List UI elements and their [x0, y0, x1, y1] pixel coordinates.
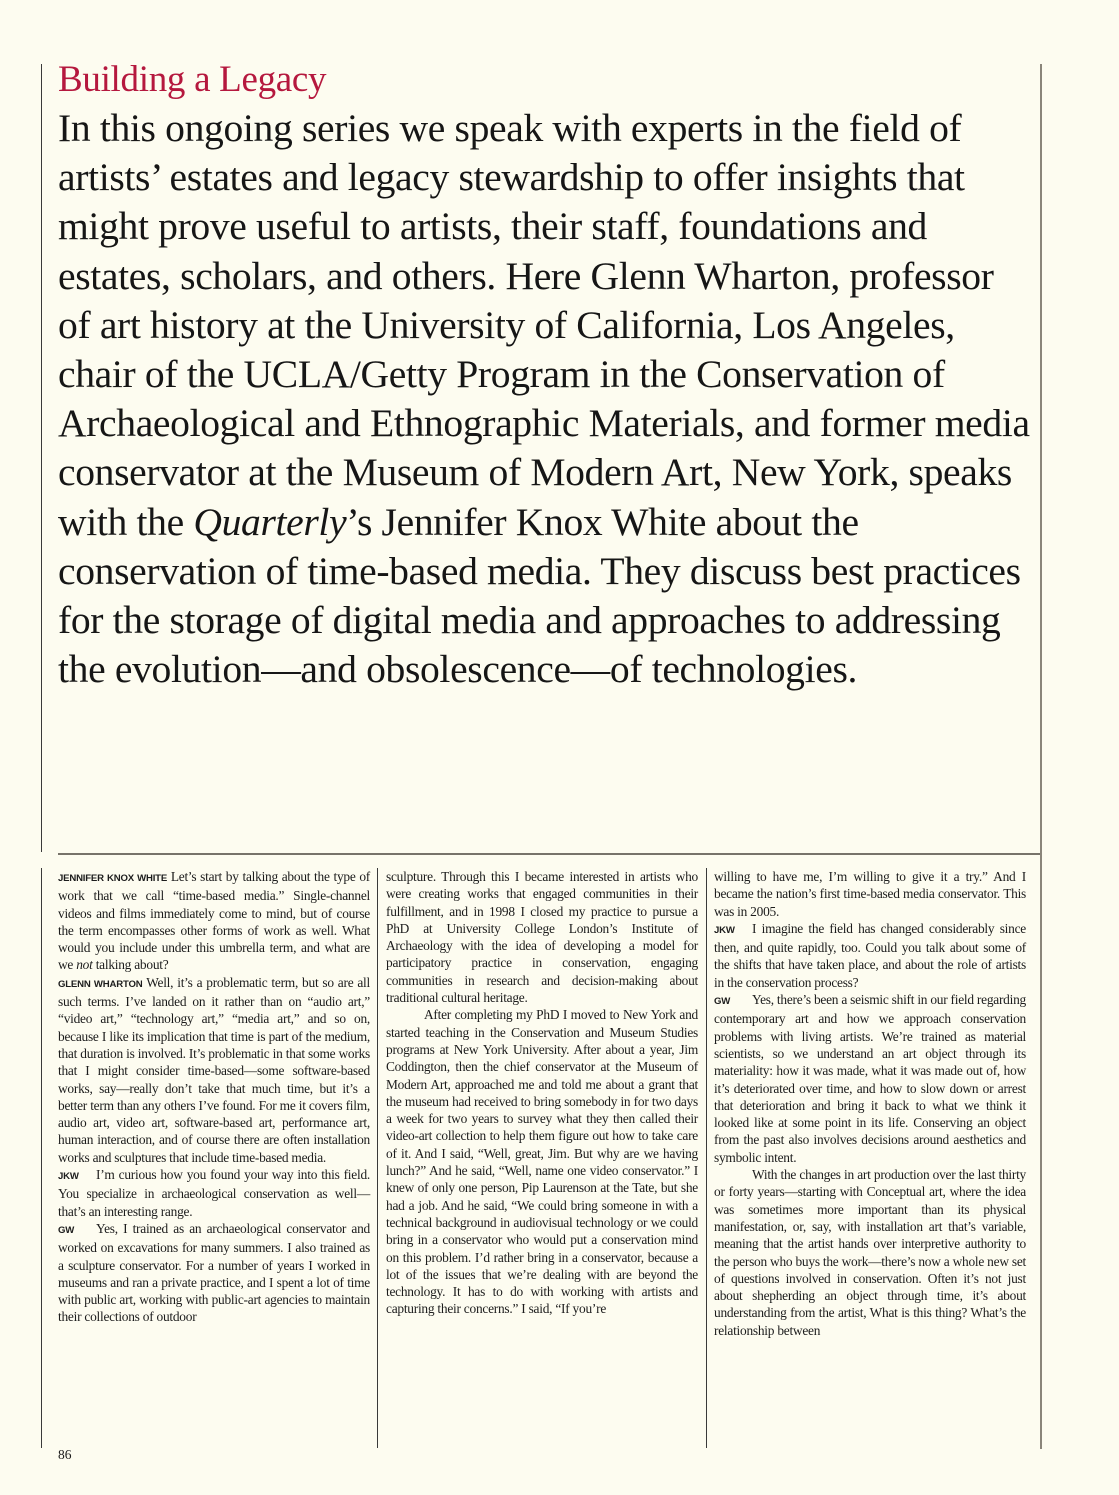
left-margin-rule [41, 64, 42, 852]
column-rule-1 [377, 868, 378, 1448]
series-title: Building a Legacy [58, 59, 327, 100]
speaker-label: GW [58, 1224, 75, 1236]
paragraph-text: Let’s start by talking about the type of work that we call “time-based media.” Single-channel videos and films immediately come to mind, but of course the term encompasses other forms of work as well. What would you include under this umbrella term, and what are we [58, 869, 370, 973]
speaker-label: JKW [714, 924, 735, 936]
column-rule-left [41, 868, 42, 1448]
paragraph-text: Well, it’s a problematic term, but so are all such terms. I’ve landed on it rather than on “audio art,” “video art,” “technology art,” “media art,” and so on, because I like its implication that time is part of the medium, that duration is involved. It’s problematic in that some works that I might consider time-based—some software-based works, say—really don’t take that much time, but it’s a better term than any others I’ve found. For me it covers film, audio art, video art, software-based art, performance art, human interaction, and of course there are often installation works and sculptures that include time-based media. [58, 974, 370, 1165]
emphasis-text: not [76, 957, 93, 973]
article-intro [58, 104, 1033, 694]
interview-answer-paragraph: After completing my PhD I moved to New York and started teaching in the Conservation and Museum Studies programs at New York University. After about a year, Jim Coddington, then the chief conservator at the Museum of Modern Art, approached me and told me about a grant that the museum had received to bring somebody in for two days a week for two years to survey what they then called their video-art collection to help them figure out how to take care of it. And I said, “Well, great, Jim. But why are we having lunch?” And he said, “Well, name one video conservator.” I knew of only one person, Pip Laurenson at the Tate, but she had a job. And he said, “We could bring someone in with a technical background in audiovisual technology or we could bring in a conservator who would put a conservation mind on this problem. I’d rather bring in a conservator, because a lot of the issues that we’re dealing with are beyond the technology. It has to do with working with artists and capturing their concerns.” I said, “If you’re [386, 1007, 698, 1317]
paragraph-text: Yes, I trained as an archaeological conservator and worked on excavations for many summers. I also trained as a sculpture conservator. For a number of years I worked in museums and ran a private practice, and I spent a lot of time with public art, working with public-art agencies to maintain their collections of outdoor [58, 1220, 370, 1325]
text-column-2 [386, 868, 698, 1318]
interview-answer-continued: willing to have me, I’m willing to give it a try.” And I became the nation’s first time-based media conservator. This was in 2005. [714, 869, 1026, 919]
page-number: 86 [58, 1447, 72, 1462]
right-margin-rule [1040, 64, 1042, 1449]
interview-answer [58, 1220, 370, 1326]
interview-question [714, 920, 1026, 991]
interview-question [58, 868, 370, 974]
text-column-3 [714, 868, 1026, 1339]
paragraph-text: I imagine the field has changed considerably since then, and quite rapidly, too. Could you talk about some of the shifts that have taken place, and about the role of artists in the conservation process? [714, 920, 1026, 990]
speaker-label: GW [714, 996, 731, 1008]
interview-answer-continued: sculpture. Through this I became interested in artists who were creating works that engaged communities in their fulfillment, and in 1998 I closed my practice to pursue a PhD at University College London’s Institute of Archaeology with the idea of developing a model for participatory practice in conservation, engaging communities in research and decision-making about traditional cultural heritage. [386, 869, 698, 1006]
column-rule-2 [706, 868, 707, 1448]
publication-name: Quarterly [193, 499, 347, 544]
paragraph-text: talking about? [92, 957, 169, 973]
paragraph-text: Yes, there’s been a seismic shift in our field regarding contemporary art and how we approach conservation problems with living artists. We’re trained as material scientists, so we understand an art object through its materiality: how it was made, what it was made out of, how it’s deteriorated over time, and how to slow down or arrest that deterioration and bring it back to what we think it looked like at some point in its life. Conserving an object from the past also involves decisions around aesthetics and symbolic intent. [714, 992, 1026, 1165]
interview-question [58, 1166, 370, 1220]
interview-answer-paragraph: With the changes in art production over the last thirty or forty years—starting with Conceptual art, where the idea was sometimes more important than its physical manifestation, or, say, with installation art that’s variable, meaning that the artist hands over interpretive authority to the person who buys the work—there’s now a whole new set of questions involved in conservation. Often it’s not just about shepherding an object through time, it’s about understanding from the artist, What is this thing? What’s the relationship between [714, 1167, 1026, 1338]
speaker-label: JENNIFER KNOX WHITE [58, 873, 168, 884]
interview-answer [714, 991, 1026, 1166]
paragraph-text: I’m curious how you found your way into this field. You specialize in archaeological conservation as well—that’s an interesting range. [58, 1167, 370, 1219]
intro-text-part-2: ’s Jennifer Knox White about the conservation of time-based media. They discuss best practices for the storage of digital media and approaches to addressing the evolution—and obsolescence—of technologies. [58, 499, 1021, 692]
intro-text-part-1: In this ongoing series we speak with experts in the field of artists’ estates and legacy stewardship to offer insights that might prove useful to artists, their staff, foundations and estates, scholars, and others. Here Glenn Wharton, professor of art history at the University of California, Los Angeles, chair of the UCLA/Getty Program in the Conservation of Archaeological and Ethnographic Materials, and former media conservator at the Museum of Modern Art, New York, speaks with the [58, 106, 1030, 544]
article-header [58, 56, 1033, 694]
text-column-1 [58, 868, 370, 1326]
section-divider [58, 853, 1040, 855]
speaker-label: GLENN WHARTON [58, 978, 143, 990]
interview-answer [58, 974, 370, 1166]
speaker-label: JKW [58, 1171, 79, 1183]
